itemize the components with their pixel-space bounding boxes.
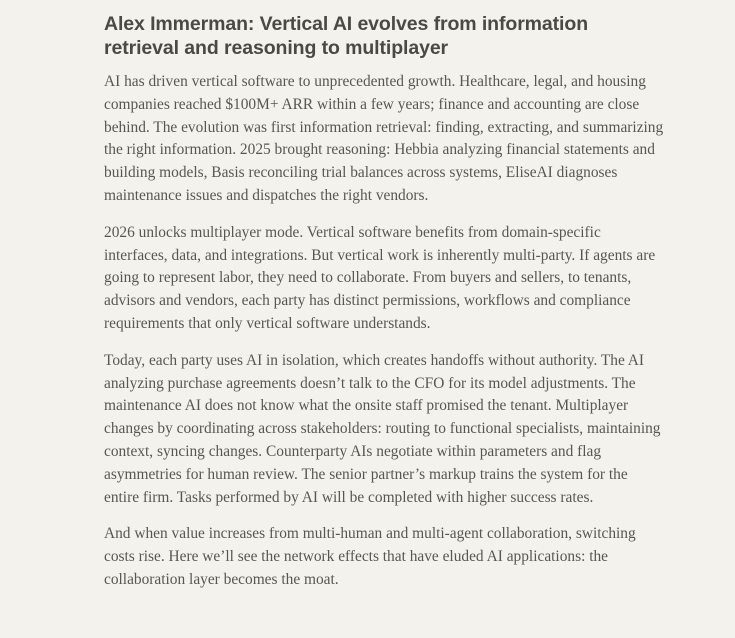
article-paragraph-2: 2026 unlocks multiplayer mode. Vertical software benefits from domain-specific interfaces, data, and integrations. But vertical work is inherently multi-party. If agents are going to represent labor, they need to collaborate. From buyers and sellers, to tenants, advisors and vendors, each party has distinct permissions, workflows and compliance requirements that only vertical software understands. [104, 223, 656, 332]
article-paragraph-3: Today, each party uses AI in isolation, which creates handoffs without authority. The AI analyzing purchase agreements doesn’t talk to the CFO for its model adjustments. The maintenance AI does not know what the onsite staff promised the tenant. Multiplayer changes by coordinating across stakeholders: routing to functional specialists, maintaining context, syncing changes. Counterparty AIs negotiate within parameters and flag asymmetries for human review. The senior partner’s markup trains the system for the entire firm. Tasks performed by AI will be completed with higher success rates. [104, 351, 661, 506]
article-paragraph-1: AI has driven vertical software to unprecedented growth. Healthcare, legal, and housing companies reached $100M+ ARR within a few years; finance and accounting are close behind. The evolution was first information retrieval: finding, extracting, and summarizing the right information. 2025 brought reasoning: Hebbia analyzing financial statements and building models, Basis reconciling trial balances across systems, EliseAI diagnoses maintenance issues and dispatches the right vendors. [104, 73, 664, 204]
article-title: Alex Immerman: Vertical AI evolves from information retrieval and reasoning to multiplayer [104, 13, 589, 59]
article-paragraph-4: And when value increases from multi-human and multi-agent collaboration, switching costs rise. Here we’ll see the network effects that have eluded AI applications: the collaboration layer becomes the moat. [104, 525, 636, 588]
article [104, 12, 664, 606]
